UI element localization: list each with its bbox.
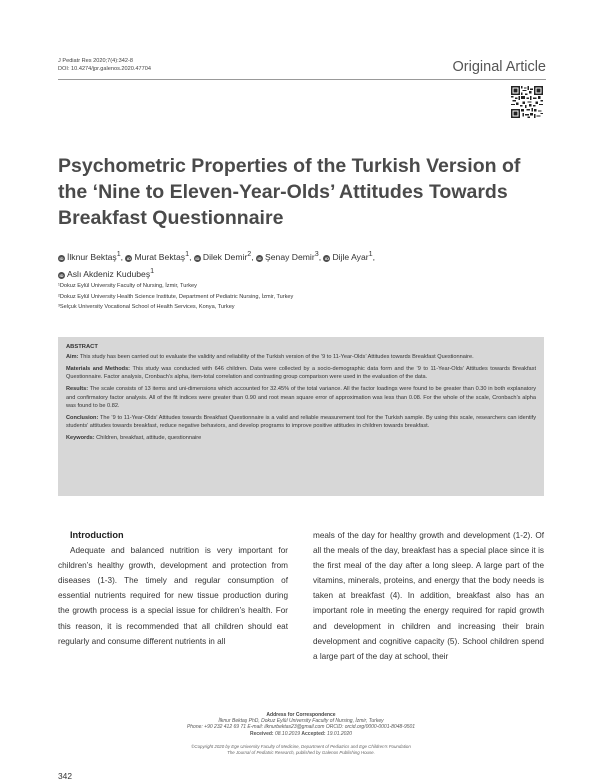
author-list: iD İlknur Bektaş$^1$, iD Murat Bektaş$^1$, iD Dilek Demir$^2$, iD Şenay Demir$^3$, iD Dijle Ayar$^1$, iD Aslı Akdeniz Kudubeş$^1$: [59, 250, 375, 279]
journal-citation: [58, 57, 151, 73]
orcid-icon: iD: [59, 255, 64, 261]
orcid-icon: iD: [324, 255, 329, 261]
author-1[interactable]: iD İlknur Bektaş$^1$: [59, 250, 121, 262]
copyright-notice: [58, 744, 544, 756]
article-type-label: Original Article: [452, 59, 546, 75]
correspondence-heading: Address for Correspondence: [266, 712, 336, 718]
author-4[interactable]: iD Şenay Demir$^3$: [257, 250, 319, 262]
orcid-icon: iD: [126, 255, 131, 261]
author-5[interactable]: iD Dijle Ayar$^1$: [324, 250, 373, 262]
intro-paragraph-left: Adequate and balanced nutrition is very important for children’s healthy growth, development and protection from diseases (1-3). The timely and regular consumption of essential nutrients required for new tissue production during the growth process is a special issue for children’s health. For this reason, it is recommended that all children should eat regularly and consume different nutrients in all: [58, 546, 288, 646]
journal-volume-line: J Pediatr Res 2020;7(4):342-8: [58, 58, 133, 64]
author-3[interactable]: iD Dilek Demir$^2$: [195, 250, 252, 262]
correspondence-contact: Phone: +90 232 412 69 71 E-mail: ilknurbektas23@gmail.com ORCID: orcid.org/0000-0001-8048-9501: [186, 724, 416, 731]
abstract-aim: Aim: This study has been carried out to evaluate the validity and reliability of the Turkish version of the ‘9 to 11-Year-Olds’ Attitudes towards Breakfast Questionnaire.: [66, 354, 474, 361]
body-right-column: [313, 528, 544, 664]
author-2[interactable]: iD Murat Bektaş$^1$: [126, 250, 190, 262]
header-divider: [58, 79, 546, 80]
affiliation-2: ²Dokuz Eylül University Health Science Institute, Department of Pediatric Nursing, İzmir, Turkey: [58, 293, 294, 300]
correspondence-author: İlknur Bektaş PhD, Dokuz Eylül University Faculty of Nursing, İzmir, Turkey: [218, 718, 384, 725]
correspondence-dates: Received: 08.10.2019 Accepted: 19.01.2020: [249, 730, 353, 737]
abstract-keywords: Keywords: Children, breakfast, attitude, questionnaire: [66, 435, 202, 442]
orcid-icon: iD: [59, 272, 64, 278]
author-6[interactable]: iD Aslı Akdeniz Kudubeş$^1$: [59, 266, 155, 279]
abstract-conclusion: Conclusion: The ‘9 to 11-Year-Olds’ Attitudes towards Breakfast Questionnaire is a valid and reliable measurement tool for the Turkish sample. By using this scale, researchers can identify students’ attitudes towards breakfast, reduce negative behaviors, and develop programs to improve positive attitudes in children towards breakfast.: [66, 414, 536, 430]
intro-heading: Introduction: [70, 530, 124, 540]
affiliations: [58, 281, 293, 313]
journal-doi-line: DOI: 10.4274/jpr.galenos.2020.47704: [58, 66, 151, 72]
correspondence-block: [58, 712, 544, 737]
body-left-column: [58, 528, 288, 649]
qr-code-icon: [511, 86, 543, 118]
copyright-line-1: ©Copyright 2020 by Ege University Faculty of Medicine, Department of Pediatrics and Ege Children’s Foundation: [191, 744, 411, 749]
abstract-results: Results: The scale consists of 13 items and uni-dimensions which accounted for 32.45% of the total variance. All the factor loadings were found to be greater than 0.30 in both explanatory and confirmatory factor analysis. All of the fit indices were greater than 0.90 and root mean square error of approximation was less than 0.08. For the whole of the scale, Cronbach’s alpha was found to be 0.82.: [66, 386, 537, 409]
page-number: 342: [58, 771, 72, 781]
orcid-icon: iD: [195, 255, 200, 261]
abstract-box: [58, 337, 544, 496]
abstract-methods: Materials and Methods: This study was conducted with 646 children. Data were collected by a socio-demographic data form and the ‘9 to 11-Year-Olds’ Attitudes towards Breakfast Questionnaire. Factor analysis, Cronbach’s alpha, item-total correlation and contrasting group comparison were used in the evaluation of the data.: [66, 366, 537, 381]
article-title: Psychometric Properties of the Turkish Version of the ‘Nine to Eleven-Year-Olds’ Attitudes Towards Breakfast Questionnaire: [58, 155, 521, 229]
affiliation-1: ¹Dokuz Eylül University Faculty of Nursing, İzmir, Turkey: [58, 283, 197, 289]
intro-paragraph-right: meals of the day for healthy growth and development (1-2). Of all the meals of the day, breakfast has a special place since it is the first meal of the day after a long sleep. A large part of the vitamins, minerals, proteins, and energy that the body needs is taken at breakfast (4). In addition, breakfast also has an important role in meeting the energy required for rapid growth and development in children and increasing their brain development and cognitive capacity (5). School children spend a large part of the day at school, their: [313, 531, 544, 661]
copyright-line-2: The Journal of Pediatric Research, published by Galenos Publishing House.: [227, 749, 375, 755]
affiliation-3: ³Selçuk University Vocational School of Health Services, Konya, Turkey: [58, 304, 235, 310]
orcid-icon: iD: [257, 255, 262, 261]
abstract-heading: ABSTRACT: [66, 344, 98, 350]
